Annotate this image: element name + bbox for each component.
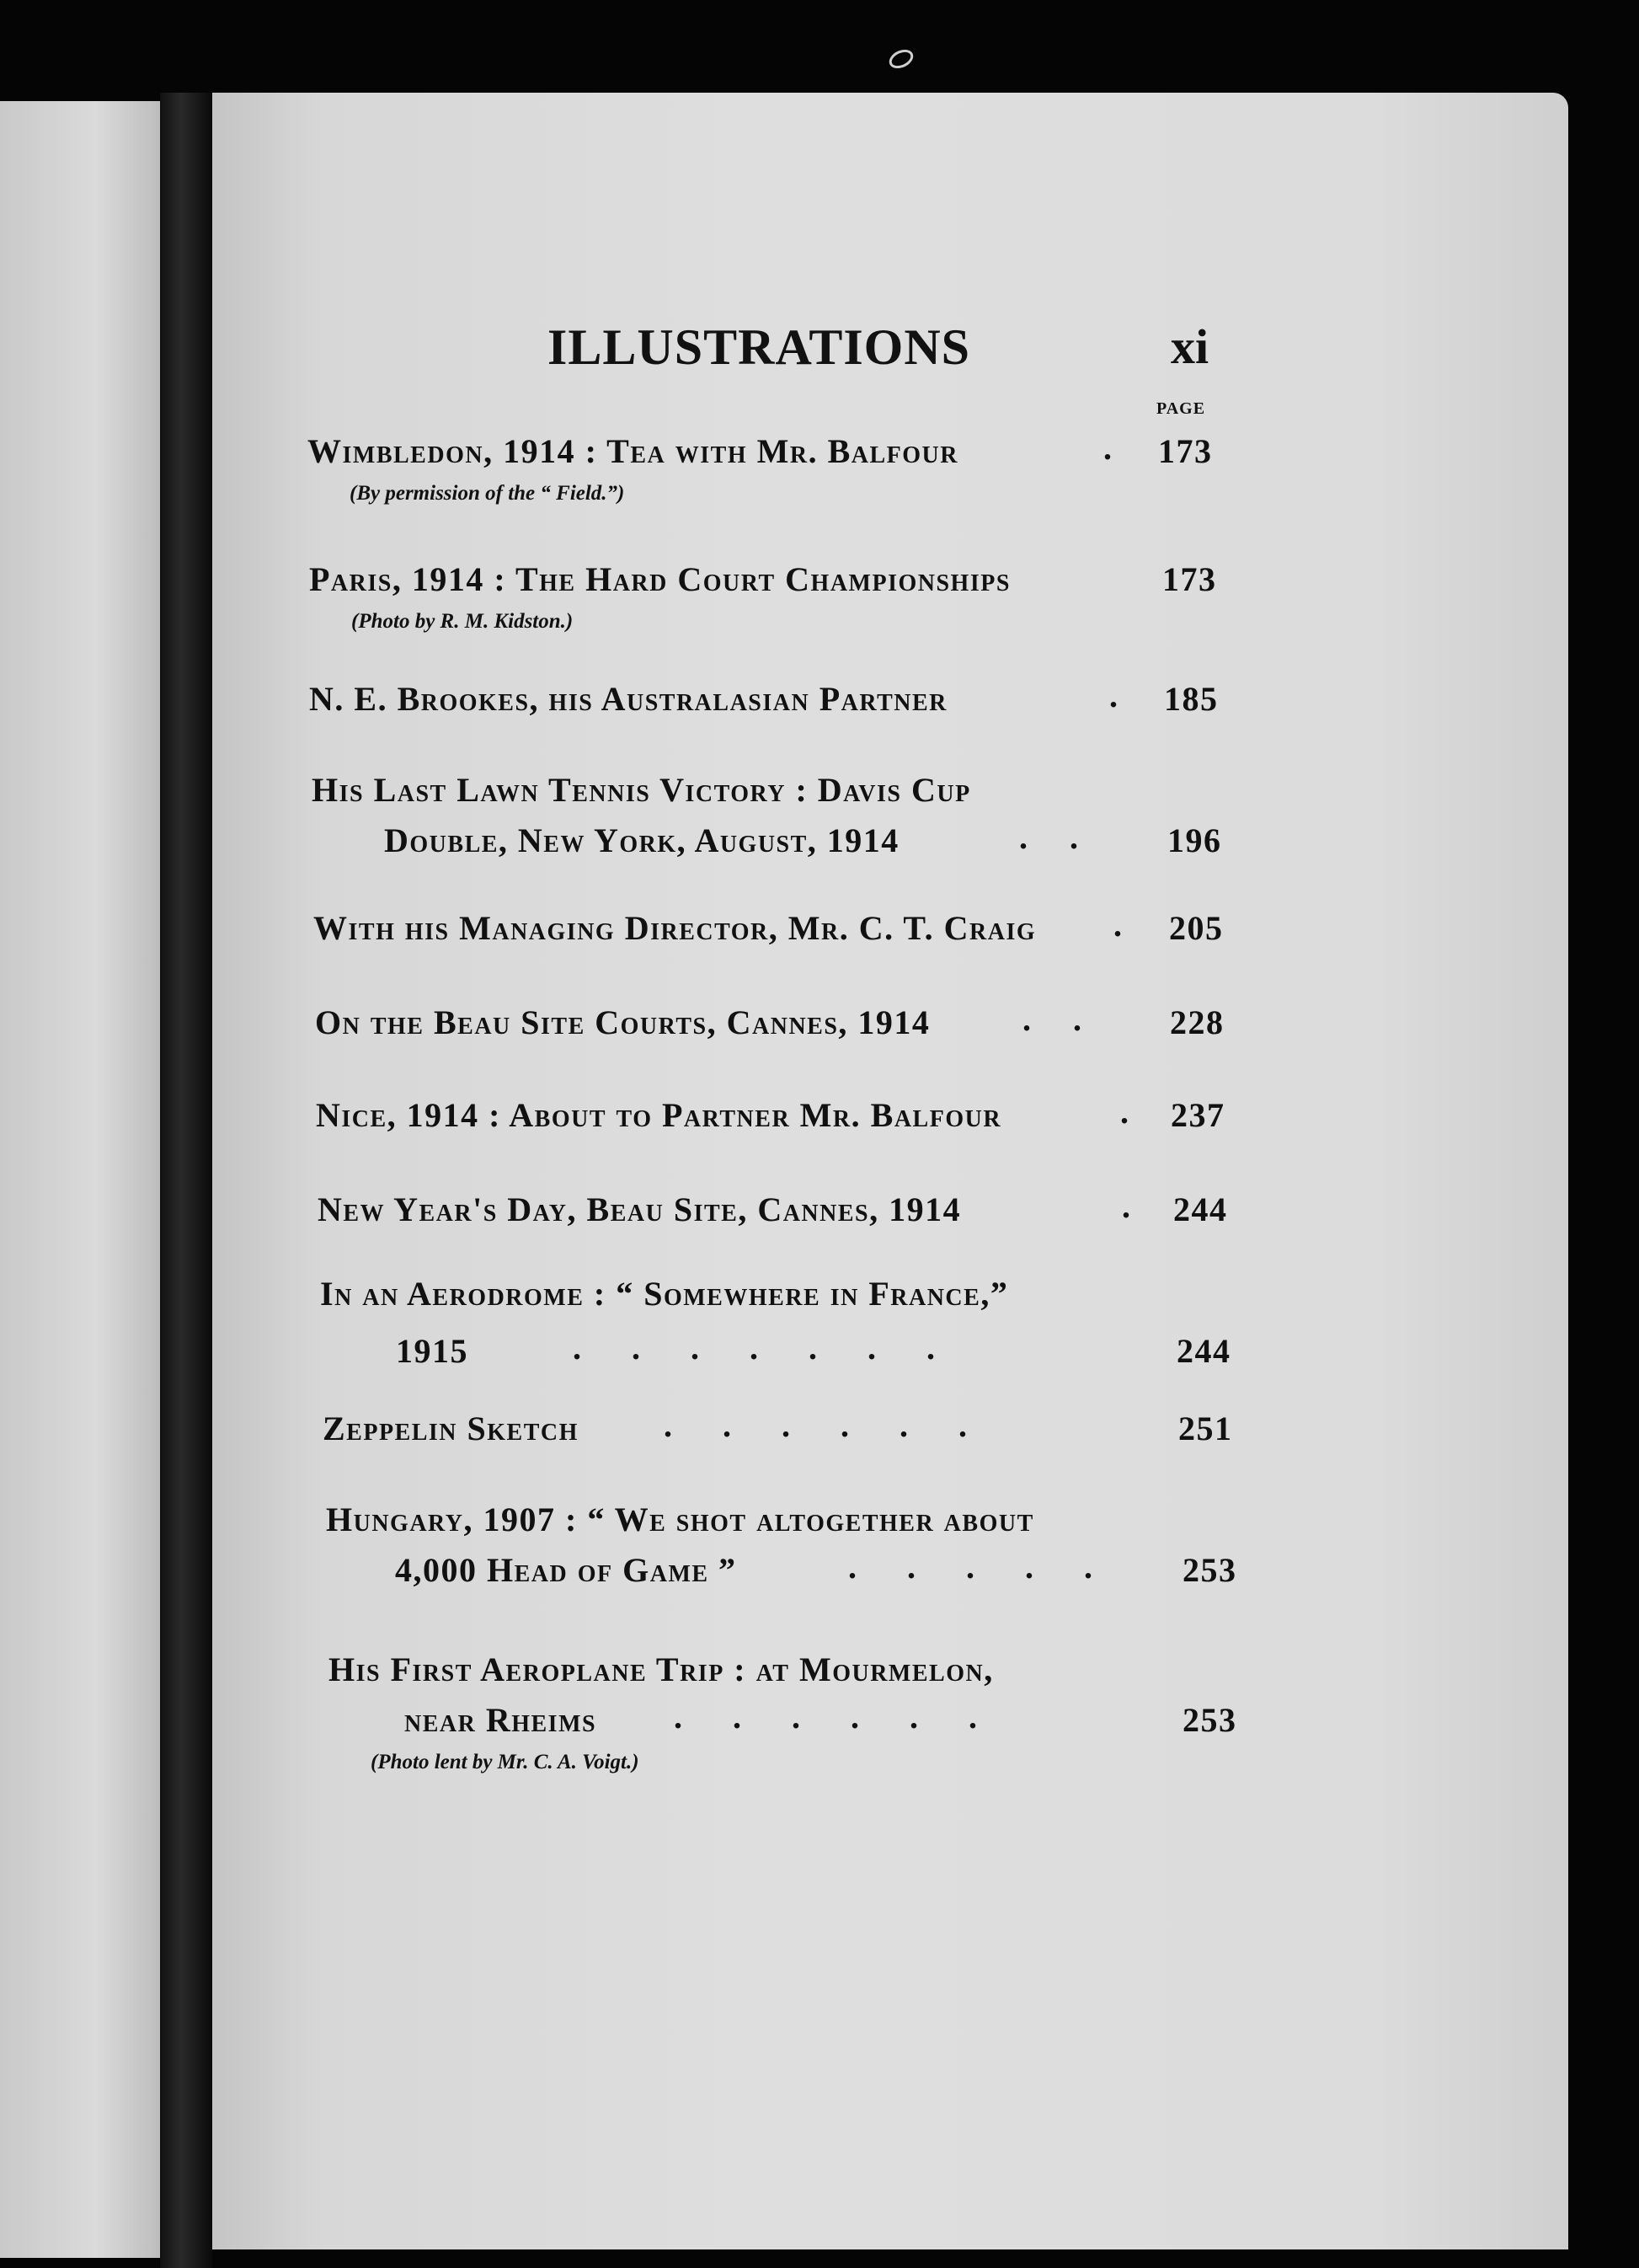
entry-page: 244: [1173, 1190, 1228, 1228]
list-item: [313, 908, 1231, 959]
entry-credit: (By permission of the “ Field.”): [350, 482, 625, 505]
page-number: xi: [1171, 319, 1209, 374]
entry-credit: (Photo lent by Mr. C. A. Voigt.): [371, 1751, 639, 1773]
entry-title-continued: 4,000 Head of Game ”: [395, 1551, 737, 1589]
dot-leader: .: [1113, 906, 1122, 944]
entry-title: Paris, 1914 : The Hard Court Championships: [309, 560, 1011, 598]
entry-title-continued: near Rheims: [404, 1701, 597, 1739]
page-header: [547, 318, 1221, 386]
list-item: [315, 1000, 1233, 1053]
entry-title: N. E. Brookes, his Australasian Partner: [309, 680, 948, 718]
dot-leader: .: [1122, 1187, 1130, 1225]
book-page: [212, 93, 1568, 2249]
list-item: [323, 1406, 1241, 1459]
entry-title: Nice, 1914 : About to Partner Mr. Balfour: [316, 1096, 1002, 1134]
list-item: [316, 1095, 1234, 1146]
dot-leader: . .: [1019, 818, 1078, 856]
list-item: [326, 1500, 1244, 1601]
entry-title: Hungary, 1907 : “ We shot altogether about: [326, 1500, 1034, 1538]
entry-title: Wimbledon, 1914 : Tea with Mr. Balfour: [307, 432, 958, 470]
entry-page: 244: [1177, 1332, 1231, 1370]
dot-leader: . . . . . .: [664, 1406, 967, 1444]
entry-page: 205: [1169, 909, 1224, 947]
list-item: [309, 679, 1223, 730]
entry-page: 173: [1162, 560, 1217, 598]
entry-page: 173: [1158, 432, 1213, 470]
dot-leader: .: [1109, 677, 1118, 714]
book-gutter-shadow: [160, 93, 212, 2268]
entry-title: His Last Lawn Tennis Victory : Davis Cup: [312, 771, 971, 809]
page-title: ILLUSTRATIONS: [547, 319, 971, 375]
list-item: [328, 1650, 1247, 1784]
entry-title-continued: 1915: [396, 1332, 468, 1370]
dot-leader: . . . . .: [848, 1548, 1092, 1586]
entry-page: 196: [1167, 821, 1222, 859]
left-facing-page-edge: [0, 101, 160, 2258]
entry-title: With his Managing Director, Mr. C. T. Craig: [313, 909, 1037, 947]
entry-page: 185: [1164, 680, 1219, 718]
entry-page: 237: [1171, 1096, 1225, 1134]
list-item: [312, 770, 1230, 871]
entry-page: 228: [1170, 1003, 1225, 1041]
entry-title: His First Aeroplane Trip : at Mourmelon,: [328, 1650, 994, 1688]
page-column-label: PAGE: [1156, 399, 1206, 418]
entry-title: Zeppelin Sketch: [323, 1409, 579, 1447]
entry-page: 253: [1183, 1551, 1237, 1589]
dot-leader: . .: [1022, 1000, 1081, 1038]
entry-page: 251: [1178, 1409, 1233, 1447]
dot-leader: .: [1103, 429, 1112, 467]
entry-title-continued: Double, New York, August, 1914: [384, 821, 900, 859]
list-item: [318, 1187, 1236, 1240]
list-item: [309, 559, 1219, 644]
entry-title: In an Aerodrome : “ Somewhere in France,”: [320, 1275, 1009, 1313]
entry-page: 253: [1183, 1701, 1237, 1739]
list-item: [307, 431, 1217, 516]
dot-leader: .: [1120, 1093, 1129, 1131]
entry-credit: (Photo by R. M. Kidston.): [351, 610, 574, 633]
entry-title: On the Beau Site Courts, Cannes, 1914: [315, 1003, 931, 1041]
list-item: [320, 1274, 1238, 1382]
dot-leader: . . . . . . .: [573, 1329, 935, 1367]
dot-leader: . . . . . .: [674, 1698, 977, 1736]
film-scratch-mark: [886, 46, 916, 72]
entry-title: New Year's Day, Beau Site, Cannes, 1914: [318, 1190, 962, 1228]
